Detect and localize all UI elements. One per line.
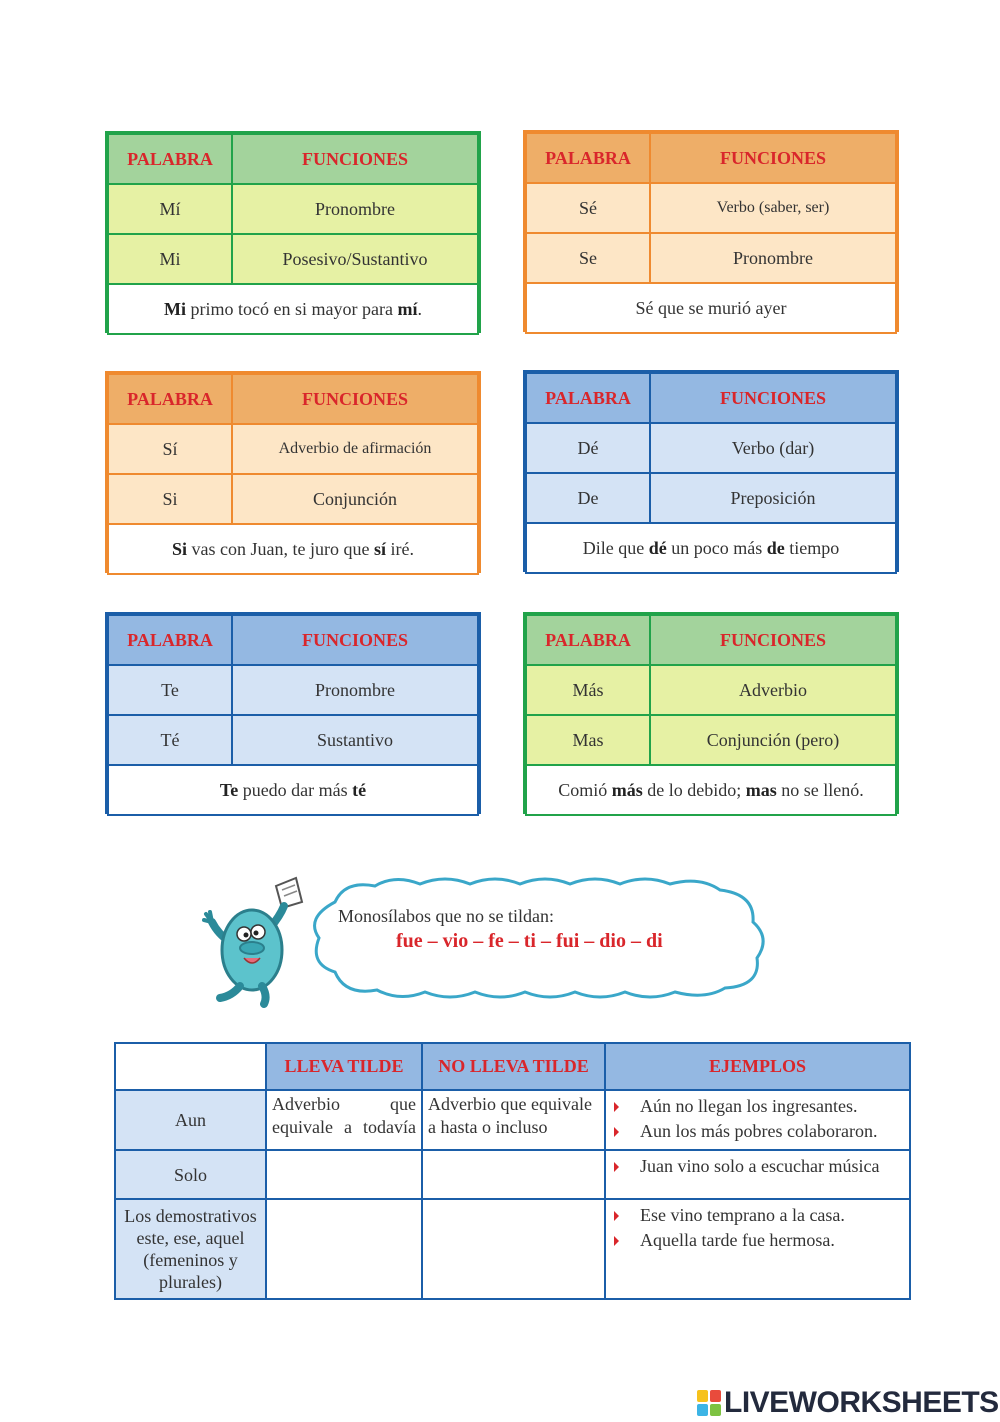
- example-sentence: Dile que dé un poco más de tiempo: [526, 523, 896, 573]
- header-functions: FUNCIONES: [650, 373, 896, 423]
- card-se: [523, 130, 899, 332]
- row-label: Solo: [115, 1150, 266, 1199]
- function-cell: Verbo (saber, ser): [650, 183, 896, 233]
- card-mas: [523, 612, 899, 814]
- function-cell: Conjunción (pero): [650, 715, 896, 765]
- header-no-lleva-tilde: NO LLEVA TILDE: [422, 1043, 605, 1090]
- card-si: [105, 371, 481, 573]
- function-cell: Pronombre: [650, 233, 896, 283]
- lleva-tilde-cell[interactable]: [266, 1150, 422, 1199]
- word-cell: Más: [526, 665, 650, 715]
- function-cell: Posesivo/Sustantivo: [232, 234, 478, 284]
- example-item: Aun los más pobres colaboraron.: [612, 1119, 903, 1144]
- no-lleva-tilde-cell[interactable]: Adverbio que equivale a hasta o incluso: [422, 1090, 605, 1150]
- logo-text: LIVEWORKSHEETS: [724, 1386, 999, 1419]
- lleva-tilde-cell[interactable]: [266, 1199, 422, 1299]
- card-mi: [105, 131, 481, 333]
- example-sentence: Te puedo dar más té: [108, 765, 478, 815]
- card-te: [105, 612, 481, 814]
- example-item: Aquella tarde fue hermosa.: [612, 1228, 903, 1253]
- word-cell: Te: [108, 665, 232, 715]
- example-sentence: Comió más de lo debido; mas no se llenó.: [526, 765, 896, 815]
- function-cell: Adverbio: [650, 665, 896, 715]
- header-word: PALABRA: [526, 133, 650, 183]
- function-cell: Verbo (dar): [650, 423, 896, 473]
- header-ejemplos: EJEMPLOS: [605, 1043, 910, 1090]
- word-cell: Si: [108, 474, 232, 524]
- lleva-tilde-cell[interactable]: Adverbio que equivale a todavía: [266, 1090, 422, 1150]
- header-word: PALABRA: [526, 615, 650, 665]
- word-cell: Té: [108, 715, 232, 765]
- example-sentence: Si vas con Juan, te juro que sí iré.: [108, 524, 478, 574]
- row-label: Los demostrativos este, ese, aquel (femeninos y plurales): [115, 1199, 266, 1299]
- word-cell: Sé: [526, 183, 650, 233]
- tilde-table: [114, 1042, 911, 1300]
- word-cell: Dé: [526, 423, 650, 473]
- example-item: Ese vino temprano a la casa.: [612, 1203, 903, 1228]
- header-word: PALABRA: [526, 373, 650, 423]
- no-lleva-tilde-cell[interactable]: [422, 1199, 605, 1299]
- word-cell: Mas: [526, 715, 650, 765]
- header-functions: FUNCIONES: [650, 133, 896, 183]
- cloud-monosyllables: fue – vio – fe – ti – fui – dio – di: [396, 930, 663, 952]
- table-row: [115, 1090, 910, 1150]
- header-lleva-tilde: LLEVA TILDE: [266, 1043, 422, 1090]
- word-cell: Mí: [108, 184, 232, 234]
- example-item: Juan vino solo a escuchar música: [612, 1154, 903, 1179]
- header-word: PALABRA: [108, 615, 232, 665]
- function-cell: Preposición: [650, 473, 896, 523]
- function-cell: Adverbio de afirmación: [232, 424, 478, 474]
- mascot-illustration: [200, 872, 312, 1008]
- row-label: Aun: [115, 1090, 266, 1150]
- header-functions: FUNCIONES: [232, 134, 478, 184]
- word-cell: Sí: [108, 424, 232, 474]
- header-word: PALABRA: [108, 134, 232, 184]
- word-cell: Se: [526, 233, 650, 283]
- example-item: Aún no llegan los ingresantes.: [612, 1094, 903, 1119]
- table-corner: [115, 1043, 266, 1090]
- card-de: [523, 370, 899, 572]
- example-sentence: Mi primo tocó en si mayor para mí.: [108, 284, 478, 334]
- liveworksheets-logo: [697, 1386, 999, 1420]
- header-functions: FUNCIONES: [232, 374, 478, 424]
- function-cell: Pronombre: [232, 184, 478, 234]
- examples-cell: [605, 1199, 910, 1299]
- table-row: [115, 1150, 910, 1199]
- header-functions: FUNCIONES: [232, 615, 478, 665]
- word-cell: De: [526, 473, 650, 523]
- examples-cell: [605, 1090, 910, 1150]
- header-word: PALABRA: [108, 374, 232, 424]
- no-lleva-tilde-cell[interactable]: [422, 1150, 605, 1199]
- examples-cell: [605, 1150, 910, 1199]
- cloud-intro-text: Monosílabos que no se tildan:: [338, 906, 554, 926]
- function-cell: Sustantivo: [232, 715, 478, 765]
- word-cell: Mi: [108, 234, 232, 284]
- table-row: [115, 1199, 910, 1299]
- logo-mark-icon: [697, 1390, 721, 1416]
- header-functions: FUNCIONES: [650, 615, 896, 665]
- example-sentence: Sé que se murió ayer: [526, 283, 896, 333]
- function-cell: Conjunción: [232, 474, 478, 524]
- function-cell: Pronombre: [232, 665, 478, 715]
